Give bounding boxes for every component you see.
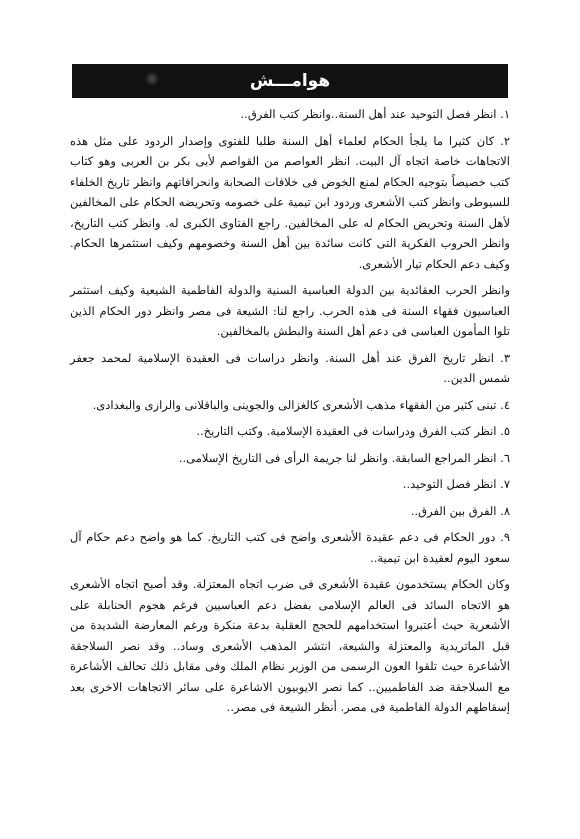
footnote-2-continued: وانظر الحرب العقائدية بين الدولة العباسية السنية والدولة الفاطمية الشيعية وكيف استثمر العباسيون فقهاء السنة فى هذه الحرب. راجع لنا: الشيعة فى مصر وانظر دور الحكام الذين تلوا المأمون العباسى فى دعم أهل السنة والبطش بالمخالفين. — [70, 283, 510, 338]
footnotes-body — [70, 104, 510, 718]
footnote-9-continued: وكان الحكام يستخدمون عقيدة الأشعرى فى ضرب اتجاه المعتزلة. وقد أصبح اتجاه الأشعرى هو الاتجاه السائد فى العالم الإسلامى بفضل دعم العباسيين فرغم هجوم الحنابلة على الأشعرية حيث أعتبروا استخدامهم للحجج العقلية بدعة منكرة ورغم المعارضة الشديدة من قبل الماتريدية والمعتزلة والشيعة، انتشر المذهب الأشعرى وساد.. وقد نصر السلاجقة الأشاعرة حيث تلقوا العون الرسمى من الوزير نظام الملك وفى مقابل ذلك تحالف الأشاعرة مع السلاجقة ضد الفاطميين.. كما نصر الايوبيون الاشاعرة على سائر الاتجاهات الاخرى بعد إسقاطهم الدولة الفاطمية فى مصر. أنظر الشيعة فى مصر.. — [70, 577, 510, 714]
footnote-6: ٦. انظر المراجع السابقة. وانظر لنا جريمة الرأى فى التاريخ الإسلامى.. — [178, 450, 510, 465]
footnote-3: ٣. انظر تاريخ الفرق عند أهل السنة. وانظر دراسات فى العقيدة الإسلامية لمحمد جعفر شمس الدين.. — [70, 350, 510, 385]
section-header-bar — [72, 64, 508, 98]
footnote-7: ٧. انظر فصل التوحيد.. — [402, 477, 510, 491]
footnote-9: ٩. دور الحكام فى دعم عقيدة الأشعرى واضح فى كتب التاريخ. كما هو واضح دعم حكام آل سعود اليوم لعقيدة ابن تيمية.. — [70, 530, 510, 565]
footnote-1: ١. انظر فصل التوحيد عند أهل السنة..وانظر كتب الفرق.. — [240, 107, 510, 121]
scan-speck — [142, 72, 162, 86]
footnote-4: ٤. تبنى كثير من الفقهاء مذهب الأشعرى كالغزالى والجوينى والباقلانى والرازى والبغدادى. — [92, 397, 510, 412]
section-title: هوامـــش — [249, 71, 331, 91]
footnote-5: ٥. انظر كتب الفرق ودراسات فى العقيدة الإسلامية. وكتب التاريخ.. — [196, 424, 510, 438]
footnote-2: ٢. كان كثيرا ما يلجأ الحكام لعلماء أهل السنة طلبا للفتوى وإصدار الردود على مثل هذه الاتجاهات خاصة اتجاه آل البيت. انظر العواصم من القواصم لأبى بكر بن العربى وهو كتاب كتب خصيصاً بتوجيه الحكام لمنع الخوض فى خلافات الصحابة وانحرافاتهم وانظر تاريخ الخلفاء للسيوطى وانظر كتب الأشعرى وردود ابن تيمية على خصومه وتحريضه الحكام على المخالفين لأهل السنة وتحريض الحكام له على المخالفين. راجع الفتاوى الكبرى له. وانظر كتب التاريخ، وانظر الحروب الفكرية التى كانت سائدة بين أهل السنة وخصومهم وكيف استثمرها الحكام. وكيف دعم الحكام تيار الأشعرى. — [70, 133, 510, 271]
footnote-8: ٨. الفرق بين الفرق.. — [410, 503, 510, 518]
